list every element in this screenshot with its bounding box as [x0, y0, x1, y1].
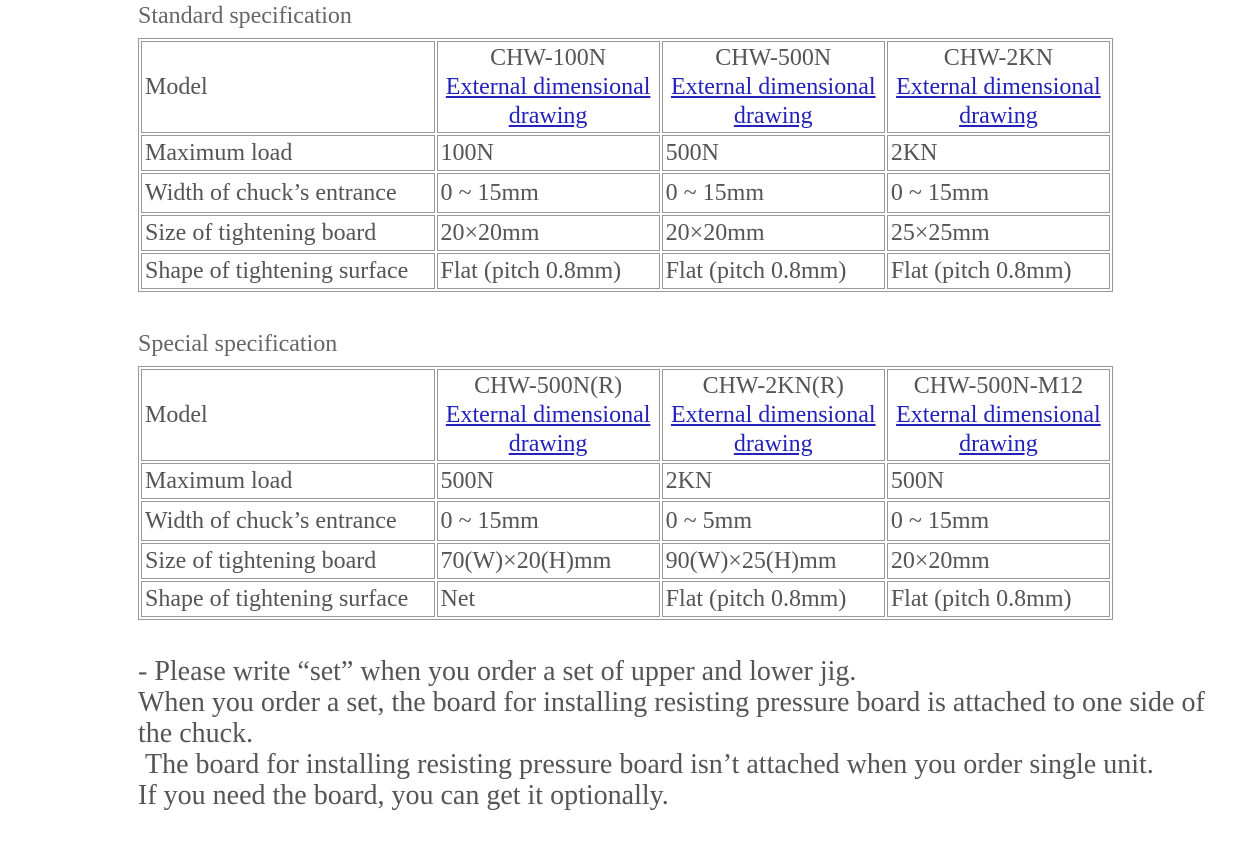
- table-cell: 2KN: [887, 135, 1110, 171]
- row-label-chuck-width: Width of chuck’s entrance: [141, 501, 435, 541]
- table-row: [141, 135, 1110, 171]
- external-drawing-link[interactable]: External dimensional drawing: [896, 401, 1101, 457]
- note-line: When you order a set, the board for installing resisting pressure board is attached to one side of the chuck.: [138, 687, 1212, 749]
- external-drawing-link[interactable]: External dimensional drawing: [445, 73, 651, 129]
- section-title: Standard specification: [138, 3, 352, 29]
- table-cell: 500N: [662, 135, 885, 171]
- table-cell: 0 ~ 15mm: [437, 501, 660, 541]
- table-cell: 90(W)×25(H)mm: [662, 543, 885, 579]
- table-cell: 0 ~ 5mm: [662, 501, 885, 541]
- table-cell: Flat (pitch 0.8mm): [437, 253, 660, 289]
- table-cell: Flat (pitch 0.8mm): [887, 253, 1110, 289]
- table-cell: Flat (pitch 0.8mm): [662, 253, 885, 289]
- table-row: [141, 581, 1110, 617]
- model-name: CHW-500N-M12: [913, 372, 1084, 399]
- table-cell: Flat (pitch 0.8mm): [662, 581, 885, 617]
- row-label-max-load: Maximum load: [141, 135, 435, 171]
- table-row: [141, 173, 1110, 213]
- external-drawing-link[interactable]: External dimensional drawing: [896, 73, 1101, 129]
- table-cell: 0 ~ 15mm: [662, 173, 885, 213]
- model-header: [662, 41, 885, 133]
- special-spec-table: [138, 366, 1113, 620]
- table-row: [141, 215, 1110, 251]
- table-row: [141, 253, 1110, 289]
- external-drawing-link[interactable]: External dimensional drawing: [670, 73, 876, 129]
- table-cell: 20×20mm: [662, 215, 885, 251]
- table-cell: 100N: [437, 135, 660, 171]
- table-row: [141, 41, 1110, 133]
- table-cell: 500N: [437, 463, 660, 499]
- row-label-max-load: Maximum load: [141, 463, 435, 499]
- note-line: - Please write “set” when you order a set of upper and lower jig.: [138, 656, 857, 687]
- external-drawing-link[interactable]: External dimensional drawing: [445, 401, 651, 457]
- table-cell: 20×20mm: [437, 215, 660, 251]
- model-name: CHW-2KN(R): [702, 372, 844, 399]
- table-cell: 500N: [887, 463, 1110, 499]
- model-name: CHW-500N(R): [474, 372, 623, 399]
- row-label-board-size: Size of tightening board: [141, 543, 435, 579]
- note-line: If you need the board, you can get it optionally.: [138, 780, 669, 811]
- table-cell: Flat (pitch 0.8mm): [887, 581, 1110, 617]
- model-header: [887, 41, 1110, 133]
- model-header: [437, 369, 660, 461]
- model-header: [662, 369, 885, 461]
- table-cell: 2KN: [662, 463, 885, 499]
- table-row: [141, 501, 1110, 541]
- table-cell: Net: [437, 581, 660, 617]
- model-name: CHW-100N: [490, 44, 607, 71]
- row-label-board-size: Size of tightening board: [141, 215, 435, 251]
- model-header: [887, 369, 1110, 461]
- table-cell: 20×20mm: [887, 543, 1110, 579]
- model-header: [437, 41, 660, 133]
- row-label-chuck-width: Width of chuck’s entrance: [141, 173, 435, 213]
- external-drawing-link[interactable]: External dimensional drawing: [670, 401, 876, 457]
- model-name: CHW-2KN: [943, 44, 1054, 71]
- model-name: CHW-500N: [715, 44, 832, 71]
- table-cell: 0 ~ 15mm: [887, 501, 1110, 541]
- section-title: Special specification: [138, 331, 338, 357]
- row-label-model: Model: [141, 369, 435, 461]
- table-cell: 0 ~ 15mm: [437, 173, 660, 213]
- table-row: [141, 369, 1110, 461]
- table-cell: 70(W)×20(H)mm: [437, 543, 660, 579]
- order-notes: [138, 656, 1238, 811]
- table-cell: 0 ~ 15mm: [887, 173, 1110, 213]
- row-label-model: Model: [141, 41, 435, 133]
- row-label-surface-shape: Shape of tightening surface: [141, 253, 435, 289]
- table-row: [141, 463, 1110, 499]
- note-line: The board for installing resisting pressure board isn’t attached when you order single unit.: [138, 749, 1154, 780]
- table-row: [141, 543, 1110, 579]
- row-label-surface-shape: Shape of tightening surface: [141, 581, 435, 617]
- standard-spec-table: [138, 38, 1113, 292]
- table-cell: 25×25mm: [887, 215, 1110, 251]
